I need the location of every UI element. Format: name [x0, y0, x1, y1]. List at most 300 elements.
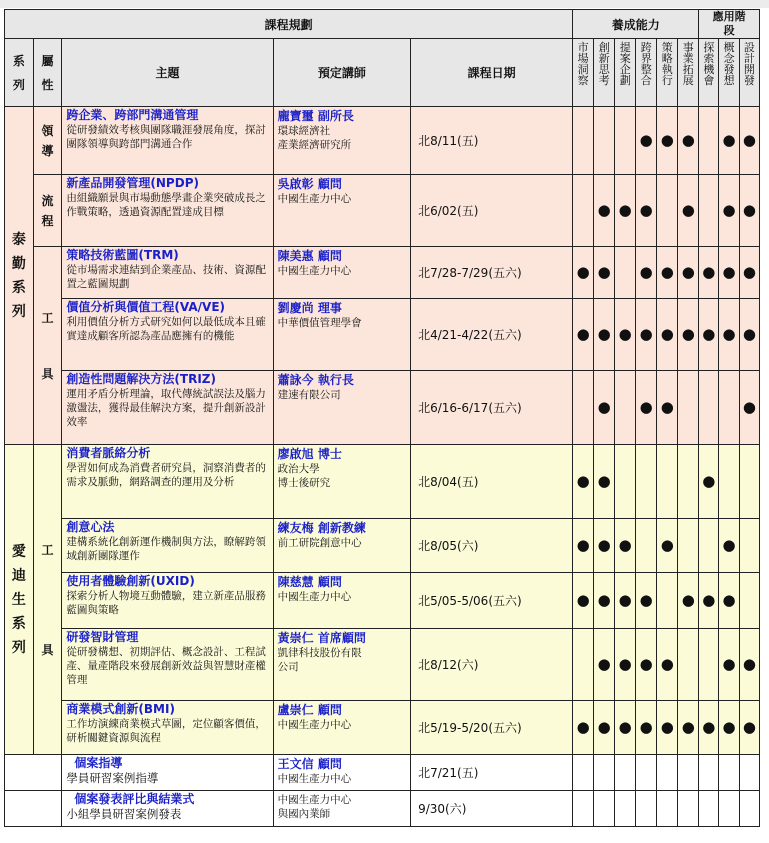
stage-header-0: 探索機會: [699, 39, 719, 107]
instructor-cell: [273, 371, 410, 445]
instructor-org: 中國生產力中心: [277, 719, 352, 731]
topic-title[interactable]: 使用者體驗創新(UXID): [66, 574, 195, 588]
marker-cell: [739, 247, 759, 299]
marker-cell: [678, 519, 699, 573]
filled-dot-marker: ●: [681, 325, 695, 343]
filled-dot-marker: ●: [576, 591, 590, 609]
filled-dot-marker: ●: [722, 325, 736, 343]
filled-dot-marker: ●: [702, 263, 716, 281]
filled-dot-marker: ●: [618, 655, 632, 673]
instructor-name: 陳慈慧 顧問: [277, 575, 342, 589]
ability-header-0: 市場洞察: [573, 39, 594, 107]
marker-cell: [699, 755, 719, 791]
topic-description: 運用矛盾分析理論，取代傳統試誤法及腦力激盪法，獲得最佳解決方案，提升創新設計效率: [66, 388, 266, 428]
topic-description: 從研發績效考核與團隊職涯發展角度，探討團隊領導與跨部門溝通合作: [66, 124, 266, 150]
instructor-cell: [273, 701, 410, 755]
marker-cell: [699, 573, 719, 629]
marker-cell: [699, 445, 719, 519]
marker-cell: [594, 629, 615, 701]
marker-cell: [615, 247, 636, 299]
marker-cell: [636, 791, 657, 827]
filled-dot-marker: ●: [660, 398, 674, 416]
topic-cell: [62, 445, 273, 519]
filled-dot-marker: ●: [576, 472, 590, 490]
filled-dot-marker: ●: [702, 591, 716, 609]
marker-cell: [573, 175, 594, 247]
attribute-cell: [33, 445, 62, 755]
topic-cell: [62, 371, 273, 445]
instructor-name: 吳啟彰 顧問: [277, 177, 342, 191]
marker-cell: [678, 175, 699, 247]
marker-cell: [615, 755, 636, 791]
marker-cell: [594, 791, 615, 827]
filled-dot-marker: ●: [722, 131, 736, 149]
topic-title[interactable]: 商業模式創新(BMI): [66, 702, 175, 716]
marker-cell: [657, 247, 678, 299]
filled-dot-marker: ●: [660, 325, 674, 343]
filled-dot-marker: ●: [681, 201, 695, 219]
instructor-cell: [273, 299, 410, 371]
marker-cell: [615, 519, 636, 573]
marker-cell: [573, 573, 594, 629]
marker-cell: [573, 629, 594, 701]
marker-cell: [719, 247, 740, 299]
marker-cell: [739, 445, 759, 519]
filled-dot-marker: ●: [722, 201, 736, 219]
marker-cell: [699, 701, 719, 755]
series-name: 泰勤系列: [11, 231, 26, 320]
series-cell: [5, 445, 34, 755]
marker-cell: [636, 247, 657, 299]
marker-cell: [678, 445, 699, 519]
instructor-cell: [273, 791, 410, 827]
instructor-org: 前工研院創意中心: [277, 537, 362, 549]
topic-cell: [62, 247, 273, 299]
filled-dot-marker: ●: [618, 591, 632, 609]
course-date: 北8/05(六): [411, 519, 573, 573]
marker-cell: [615, 701, 636, 755]
instructor-cell: [273, 445, 410, 519]
marker-cell: [719, 791, 740, 827]
instructor-org: 中國生產力中心: [277, 773, 352, 785]
ability-header-2: 提案企劃: [615, 39, 636, 107]
marker-cell: [657, 519, 678, 573]
marker-cell: [719, 629, 740, 701]
instructor-name: 盧崇仁 顧問: [277, 703, 342, 717]
marker-cell: [719, 573, 740, 629]
topic-title[interactable]: 價值分析與價值工程(VA/VE): [66, 300, 226, 314]
marker-cell: [573, 445, 594, 519]
instructor-org: 公司: [277, 661, 299, 673]
filled-dot-marker: ●: [722, 263, 736, 281]
marker-cell: [615, 629, 636, 701]
attribute-label: 工具: [41, 310, 54, 381]
attr-col-header: 屬性: [33, 39, 62, 107]
filled-dot-marker: ●: [639, 131, 653, 149]
marker-cell: [719, 755, 740, 791]
topic-description: 探索分析人物境互動體驗，建立新產品服務藍圖與策略: [66, 590, 266, 616]
marker-cell: [573, 107, 594, 175]
instructor-org: 中國生產力中心: [277, 794, 352, 806]
filled-dot-marker: ●: [597, 718, 611, 736]
marker-cell: [594, 299, 615, 371]
marker-cell: [636, 371, 657, 445]
filled-dot-marker: ●: [639, 325, 653, 343]
marker-cell: [699, 629, 719, 701]
marker-cell: [615, 573, 636, 629]
marker-cell: [573, 247, 594, 299]
filled-dot-marker: ●: [576, 263, 590, 281]
instructor-col-header: 預定講師: [273, 39, 410, 107]
filled-dot-marker: ●: [639, 591, 653, 609]
topic-description: 從市場需求連結到企業產品、技術、資源配置之藍圖規劃: [66, 264, 266, 290]
marker-cell: [739, 629, 759, 701]
ability-header-4: 策略執行: [657, 39, 678, 107]
marker-cell: [573, 299, 594, 371]
marker-cell: [699, 791, 719, 827]
marker-cell: [636, 445, 657, 519]
marker-cell: [719, 299, 740, 371]
marker-cell: [594, 107, 615, 175]
marker-cell: [699, 175, 719, 247]
marker-cell: [657, 755, 678, 791]
marker-cell: [678, 299, 699, 371]
marker-cell: [594, 755, 615, 791]
marker-cell: [678, 629, 699, 701]
filled-dot-marker: ●: [742, 718, 756, 736]
topic-cell: [62, 299, 273, 371]
filled-dot-marker: ●: [681, 591, 695, 609]
marker-cell: [594, 573, 615, 629]
filled-dot-marker: ●: [742, 325, 756, 343]
attribute-label: 流程: [41, 193, 54, 228]
course-date: 北8/04(五): [411, 445, 573, 519]
filled-dot-marker: ●: [597, 398, 611, 416]
filled-dot-marker: ●: [597, 655, 611, 673]
instructor-name: 王文信 顧問: [277, 757, 342, 771]
instructor-name: 黃崇仁 首席顧問: [277, 631, 366, 645]
filled-dot-marker: ●: [702, 718, 716, 736]
topic-cell: [62, 107, 273, 175]
filled-dot-marker: ●: [597, 472, 611, 490]
ability-header-5: 事業拓展: [678, 39, 699, 107]
filled-dot-marker: ●: [742, 131, 756, 149]
marker-cell: [699, 107, 719, 175]
instructor-cell: [273, 107, 410, 175]
instructor-cell: [273, 755, 410, 791]
topic-description: 建構系統化創新運作機制與方法，瞭解跨領域創新團隊運作: [66, 536, 266, 562]
marker-cell: [636, 573, 657, 629]
instructor-name: 龐寶璽 副所長: [277, 109, 354, 123]
series-cell: [5, 107, 34, 445]
topic-description: 小組學員研習案例發表: [66, 807, 182, 821]
marker-cell: [594, 445, 615, 519]
instructor-org: 產業經濟研究所: [277, 139, 352, 151]
topic-cell: [62, 629, 273, 701]
marker-cell: [739, 519, 759, 573]
marker-cell: [699, 519, 719, 573]
filled-dot-marker: ●: [639, 718, 653, 736]
topic-description: 學習如何成為消費者研究員，洞察消費者的需求及脈動，網路調查的運用及分析: [66, 462, 266, 488]
marker-cell: [615, 371, 636, 445]
instructor-org: 政治大學: [277, 463, 320, 475]
filled-dot-marker: ●: [660, 536, 674, 554]
marker-cell: [594, 175, 615, 247]
marker-cell: [615, 175, 636, 247]
marker-cell: [594, 701, 615, 755]
filled-dot-marker: ●: [742, 201, 756, 219]
course-date: 北5/19-5/20(五六): [411, 701, 573, 755]
marker-cell: [657, 175, 678, 247]
marker-cell: [573, 701, 594, 755]
filled-dot-marker: ●: [618, 325, 632, 343]
course-date: 北7/28-7/29(五六): [411, 247, 573, 299]
instructor-name: 練友梅 創新教練: [277, 521, 366, 535]
topic-title[interactable]: 研發智財管理: [66, 630, 139, 644]
window-top-strip: [0, 0, 769, 8]
filled-dot-marker: ●: [742, 263, 756, 281]
instructor-name: 蕭詠今 執行長: [277, 373, 354, 387]
attribute-cell: [33, 247, 62, 445]
marker-cell: [719, 519, 740, 573]
marker-cell: [657, 371, 678, 445]
topic-description: 工作坊演練商業模式草圖，定位顧客價值，研析關鍵資源與流程: [66, 718, 266, 744]
marker-cell: [573, 519, 594, 573]
filled-dot-marker: ●: [576, 718, 590, 736]
filled-dot-marker: ●: [597, 536, 611, 554]
instructor-cell: [273, 573, 410, 629]
marker-cell: [719, 701, 740, 755]
topic-description: 從研發構想、初期評估、概念設計、工程試產、量產階段來發展創新效益與智慧財產權管理: [66, 646, 266, 686]
filled-dot-marker: ●: [722, 655, 736, 673]
ability-header-1: 創新思考: [594, 39, 615, 107]
marker-cell: [739, 755, 759, 791]
extra-row: [5, 755, 760, 791]
marker-cell: [594, 519, 615, 573]
topic-title[interactable]: 消費者脈絡分析: [66, 446, 151, 460]
ability-header-3: 跨界整合: [636, 39, 657, 107]
marker-cell: [739, 107, 759, 175]
instructor-org: 中華價值管理學會: [277, 317, 362, 329]
attribute-label: 領導: [41, 123, 54, 158]
filled-dot-marker: ●: [722, 591, 736, 609]
course-row: [5, 175, 760, 247]
filled-dot-marker: ●: [702, 325, 716, 343]
extra-row: [5, 791, 760, 827]
course-row: [5, 247, 760, 299]
stage-header-2: 設計開發: [739, 39, 759, 107]
marker-cell: [678, 107, 699, 175]
filled-dot-marker: ●: [722, 536, 736, 554]
marker-cell: [678, 755, 699, 791]
marker-cell: [615, 299, 636, 371]
marker-cell: [719, 445, 740, 519]
marker-cell: [699, 247, 719, 299]
course-row: [5, 573, 760, 629]
topic-title[interactable]: 個案發表評比與結業式: [74, 792, 195, 806]
marker-cell: [573, 791, 594, 827]
instructor-org: 建速有限公司: [277, 389, 341, 401]
marker-cell: [678, 701, 699, 755]
topic-title[interactable]: 策略技術藍圖(TRM): [66, 248, 179, 262]
course-date: 北6/16-6/17(五六): [411, 371, 573, 445]
filled-dot-marker: ●: [660, 655, 674, 673]
marker-cell: [594, 247, 615, 299]
course-row: [5, 107, 760, 175]
instructor-org: 中國生產力中心: [277, 265, 352, 277]
marker-cell: [636, 755, 657, 791]
filled-dot-marker: ●: [681, 263, 695, 281]
marker-cell: [678, 247, 699, 299]
marker-cell: [657, 107, 678, 175]
filled-dot-marker: ●: [660, 718, 674, 736]
marker-cell: [615, 791, 636, 827]
marker-cell: [719, 107, 740, 175]
filled-dot-marker: ●: [742, 655, 756, 673]
marker-cell: [739, 175, 759, 247]
marker-cell: [615, 445, 636, 519]
marker-cell: [636, 519, 657, 573]
course-date: 北4/21-4/22(五六): [411, 299, 573, 371]
marker-cell: [719, 371, 740, 445]
course-row: [5, 701, 760, 755]
instructor-cell: [273, 629, 410, 701]
topic-description: 學員研習案例指導: [66, 771, 159, 785]
marker-cell: [573, 755, 594, 791]
topic-title[interactable]: 跨企業、跨部門溝通管理: [66, 108, 199, 122]
course-date: 北7/21(五): [411, 755, 573, 791]
course-row: [5, 445, 760, 519]
filled-dot-marker: ●: [639, 263, 653, 281]
instructor-cell: [273, 175, 410, 247]
filled-dot-marker: ●: [639, 398, 653, 416]
filled-dot-marker: ●: [639, 655, 653, 673]
marker-cell: [739, 371, 759, 445]
attribute-label: 工具: [41, 542, 54, 657]
marker-cell: [657, 701, 678, 755]
marker-cell: [573, 371, 594, 445]
instructor-org: 凱律科技股份有限: [277, 647, 362, 659]
course-date: 北8/12(六): [411, 629, 573, 701]
topic-cell: [62, 791, 273, 827]
instructor-cell: [273, 519, 410, 573]
filled-dot-marker: ●: [597, 325, 611, 343]
course-date: 北6/02(五): [411, 175, 573, 247]
date-col-header: 課程日期: [411, 39, 573, 107]
ability-header: 養成能力: [573, 10, 699, 39]
topic-cell: [62, 701, 273, 755]
course-row: [5, 371, 760, 445]
instructor-cell: [273, 247, 410, 299]
filled-dot-marker: ●: [618, 718, 632, 736]
marker-cell: [636, 175, 657, 247]
filled-dot-marker: ●: [681, 718, 695, 736]
filled-dot-marker: ●: [597, 263, 611, 281]
marker-cell: [678, 573, 699, 629]
marker-cell: [657, 629, 678, 701]
marker-cell: [615, 107, 636, 175]
topic-cell: [62, 573, 273, 629]
filled-dot-marker: ●: [618, 536, 632, 554]
topic-col-header: 主題: [62, 39, 273, 107]
marker-cell: [636, 107, 657, 175]
topic-title[interactable]: 創意心法: [66, 520, 115, 534]
marker-cell: [719, 175, 740, 247]
marker-cell: [636, 629, 657, 701]
marker-cell: [699, 371, 719, 445]
series-col-header: 系列: [5, 39, 34, 107]
course-row: [5, 299, 760, 371]
topic-title[interactable]: 個案指導: [74, 756, 123, 770]
marker-cell: [739, 791, 759, 827]
topic-cell: [62, 755, 273, 791]
marker-cell: [657, 573, 678, 629]
course-date: 9/30(六): [411, 791, 573, 827]
empty-cell: [5, 791, 62, 827]
topic-cell: [62, 519, 273, 573]
marker-cell: [678, 791, 699, 827]
topic-description: 利用價值分析方式研究如何以最低成本且確實達成顧客所認為產品應擁有的機能: [66, 316, 266, 342]
filled-dot-marker: ●: [702, 472, 716, 490]
course-row: [5, 519, 760, 573]
course-date: 北8/11(五): [411, 107, 573, 175]
course-date: 北5/05-5/06(五六): [411, 573, 573, 629]
marker-cell: [657, 791, 678, 827]
marker-cell: [594, 371, 615, 445]
filled-dot-marker: ●: [576, 325, 590, 343]
course-plan-header: 課程規劃: [5, 10, 573, 39]
applied-stage-header: 應用階段: [699, 10, 760, 39]
topic-cell: [62, 175, 273, 247]
instructor-org: 博士後研究: [277, 477, 331, 489]
filled-dot-marker: ●: [597, 201, 611, 219]
topic-title[interactable]: 創造性問題解決方法(TRIZ): [66, 372, 216, 386]
filled-dot-marker: ●: [660, 263, 674, 281]
course-plan-table: [4, 9, 760, 827]
instructor-name: 劉慶尚 理事: [277, 301, 342, 315]
marker-cell: [678, 371, 699, 445]
topic-title[interactable]: 新產品開發管理(NPDP): [66, 176, 199, 190]
filled-dot-marker: ●: [639, 201, 653, 219]
stage-header-1: 概念發想: [719, 39, 740, 107]
marker-cell: [636, 299, 657, 371]
marker-cell: [636, 701, 657, 755]
instructor-name: 廖啟旭 博士: [277, 447, 342, 461]
instructor-org: 與國內業師: [277, 808, 331, 820]
attribute-cell: [33, 175, 62, 247]
marker-cell: [699, 299, 719, 371]
marker-cell: [739, 299, 759, 371]
instructor-org: 中國生產力中心: [277, 193, 352, 205]
filled-dot-marker: ●: [681, 131, 695, 149]
series-name: 愛迪生系列: [11, 543, 26, 656]
filled-dot-marker: ●: [722, 718, 736, 736]
filled-dot-marker: ●: [742, 398, 756, 416]
filled-dot-marker: ●: [660, 131, 674, 149]
course-row: [5, 629, 760, 701]
marker-cell: [657, 299, 678, 371]
marker-cell: [739, 573, 759, 629]
instructor-org: 環球經濟社: [277, 125, 331, 137]
filled-dot-marker: ●: [576, 536, 590, 554]
topic-description: 由組織願景與市場動態學畫企業突破成長之作戰策略，透過資源配置達成目標: [66, 192, 266, 218]
filled-dot-marker: ●: [597, 591, 611, 609]
filled-dot-marker: ●: [618, 201, 632, 219]
marker-cell: [739, 701, 759, 755]
attribute-cell: [33, 107, 62, 175]
instructor-org: 中國生產力中心: [277, 591, 352, 603]
instructor-name: 陳美惠 顧問: [277, 249, 342, 263]
